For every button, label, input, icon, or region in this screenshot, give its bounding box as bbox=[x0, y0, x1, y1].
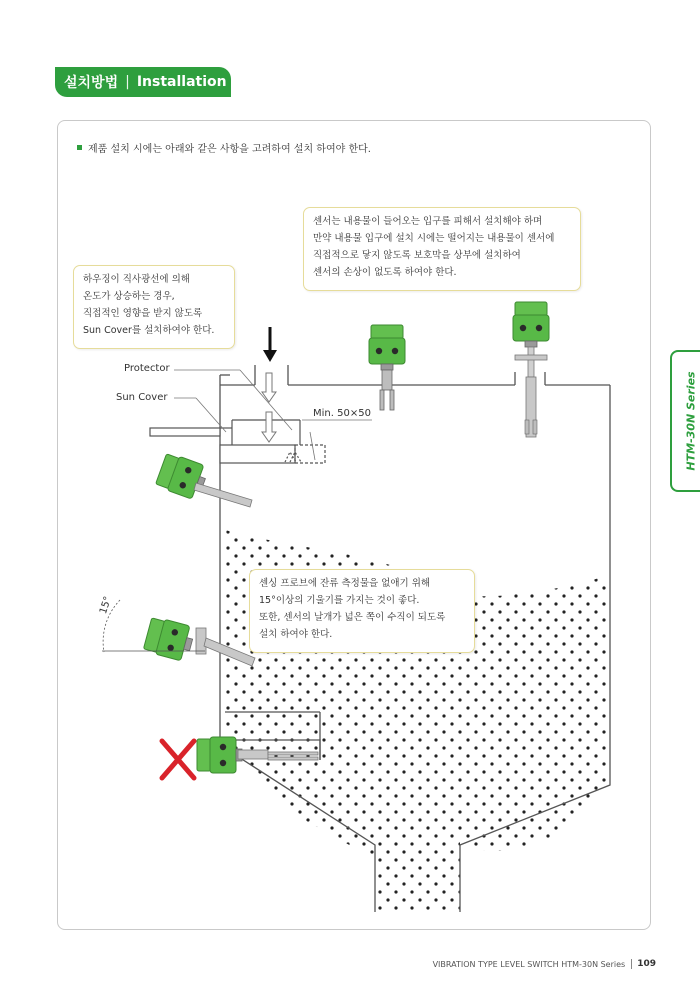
falling-material-arrow-icon bbox=[262, 373, 276, 442]
note-tilt-line: 설치 하여야 한다. bbox=[259, 629, 333, 640]
down-arrow-icon bbox=[263, 327, 277, 362]
note-tilt-line: 15°이상의 기울기를 가지는 것이 좋다. bbox=[259, 595, 420, 606]
page-footer bbox=[433, 959, 656, 969]
header-separator: | bbox=[125, 74, 130, 90]
section-title-en: Installation bbox=[136, 74, 227, 90]
note-sun-cover-line: 하우징이 직사광선에 의해 bbox=[83, 274, 190, 285]
label-angle: 15° bbox=[98, 595, 114, 616]
footer-text: VIBRATION TYPE LEVEL SWITCH HTM-30N Series bbox=[432, 959, 626, 969]
note-inlet bbox=[303, 207, 581, 291]
sensor-top-extension bbox=[513, 302, 549, 437]
note-sun-cover bbox=[73, 265, 235, 349]
intro-text: 제품 설치 시에는 아래와 같은 사항을 고려하여 설치 하여야 한다. bbox=[88, 144, 371, 155]
protector-shelf bbox=[150, 420, 325, 463]
note-sun-cover-line: 온도가 상승하는 경우, bbox=[83, 291, 175, 302]
label-min-size: Min. 50×50 bbox=[313, 408, 371, 419]
label-protector: Protector bbox=[124, 363, 170, 374]
sensor-side-upper bbox=[155, 452, 210, 501]
series-side-tab bbox=[670, 350, 700, 492]
note-tilt-line: 또한, 센서의 날개가 넓은 쪽이 수직이 되도록 bbox=[259, 612, 446, 623]
probe-side-upper bbox=[194, 483, 252, 507]
red-x-icon bbox=[162, 741, 194, 778]
note-inlet-line: 만약 내용물 입구에 설치 시에는 떨어지는 내용물이 센서에 bbox=[313, 233, 555, 244]
series-side-tab-label: HTM-30N Series bbox=[684, 371, 698, 471]
sensor-wrong bbox=[197, 737, 242, 773]
sensor-top-fork bbox=[369, 325, 405, 410]
note-tilt bbox=[249, 569, 475, 653]
note-sun-cover-line: 직접적인 영향을 받지 않도록 bbox=[83, 308, 203, 319]
section-title-ko: 설치방법 bbox=[64, 75, 119, 91]
page-number: 109 bbox=[631, 959, 656, 969]
note-inlet-line: 직접적으로 닿지 않도록 보호막을 상부에 설치하여 bbox=[313, 250, 521, 261]
sensor-tilted-15 bbox=[143, 616, 196, 662]
note-inlet-line: 센서는 내용물이 들어오는 입구를 피해서 설치해야 하며 bbox=[313, 216, 543, 227]
note-sun-cover-line: Sun Cover를 설치하여야 한다. bbox=[83, 325, 215, 336]
note-inlet-line: 센서의 손상이 없도록 하여야 한다. bbox=[313, 267, 457, 278]
label-sun-cover: Sun Cover bbox=[116, 392, 168, 403]
note-tilt-line: 센싱 프로브에 잔류 측정물을 없애기 위해 bbox=[259, 578, 431, 589]
